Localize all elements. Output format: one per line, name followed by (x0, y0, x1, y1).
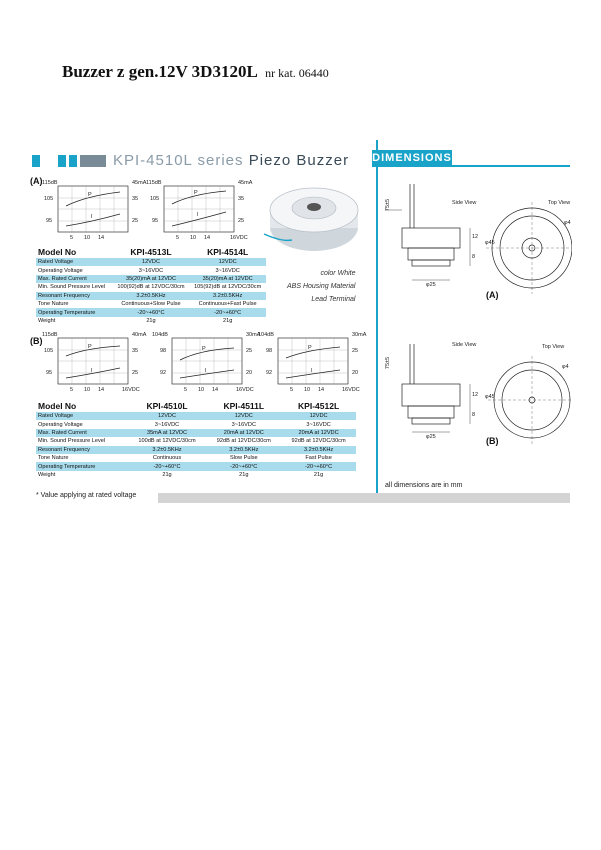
table-header-cell: KPI-4514L (207, 247, 249, 257)
x-tick: 10 (190, 235, 197, 241)
table-cell: Weight (38, 317, 56, 324)
table-row (36, 437, 356, 445)
table-cell: -20~+60°C (206, 462, 281, 470)
header-bar-icon (80, 155, 106, 167)
x-tick: 14 (212, 387, 219, 393)
table-cell: Weight (38, 471, 56, 478)
x-tick: 5 (70, 235, 74, 241)
table-row (36, 471, 356, 479)
spec-table-a (36, 246, 266, 325)
table-cell: Tone Nature (38, 301, 69, 308)
table-cell: -20~+60°C (113, 308, 190, 316)
footer-bar (158, 493, 570, 503)
caption-terminal: Lead Terminal (311, 296, 356, 303)
x-tick: 14 (204, 235, 211, 241)
product-captions (287, 267, 355, 306)
x-tick: 10 (84, 387, 91, 393)
i-curve-label: I (205, 368, 207, 374)
table-cell: 100(92)dB at 12VDC/30cm (117, 284, 185, 291)
y-left-tick: 98 (160, 348, 167, 354)
table-row (36, 308, 266, 316)
y-top-label: 104dB (152, 332, 168, 338)
side-view-label: Side View (452, 200, 477, 206)
i-curve-label: I (311, 368, 313, 374)
table-cell: Operating Temperature (36, 462, 128, 470)
hole-label: φ4 (564, 220, 571, 226)
y-right-tick: 35 (132, 348, 139, 354)
table-cell: 3~16VDC (154, 421, 180, 428)
x-unit: 16VDC (342, 387, 360, 393)
p-curve-label: P (202, 346, 206, 352)
x-unit: 16VDC (122, 387, 140, 393)
table-cell: 35mA at 12VDC (128, 429, 207, 437)
y-right-top-label: 45mA (132, 180, 147, 186)
top-view-label: Top View (548, 200, 571, 206)
side-view-label: Side View (452, 342, 477, 348)
table-row (36, 462, 356, 470)
y-left-tick: 95 (152, 218, 159, 224)
dim-12-label: 12 (472, 234, 479, 240)
catalog-number: nr kat. 06440 (265, 66, 329, 80)
table-cell: -20~+60°C (281, 462, 356, 470)
p-curve-label: P (194, 190, 198, 196)
table-header-cell: Model No (38, 401, 77, 411)
p-curve-label: P (88, 192, 92, 198)
y-right-tick: 25 (352, 348, 359, 354)
title-main: Buzzer z gen.12V 3D3120L (62, 62, 257, 81)
table-cell: 92dB at 12VDC/30cm (216, 438, 271, 445)
table-cell: 3~16VDC (138, 267, 164, 274)
p-curve-label: P (308, 345, 312, 351)
table-cell: 3~16VDC (215, 267, 240, 274)
table-cell: 12VDC (281, 412, 356, 420)
graph-a-right (142, 178, 267, 248)
table-header-cell: KPI-4513L (130, 247, 172, 257)
top-view-label: Top View (542, 344, 565, 350)
y-left-tick: 105 (150, 196, 160, 202)
series-name: KPI-4510L series (113, 152, 244, 169)
y-right-tick: 25 (238, 218, 245, 224)
dim-8-label: 8 (472, 254, 476, 260)
caption-material: ABS Housing Material (287, 283, 356, 290)
header-square-icon (69, 155, 77, 167)
table-header-cell: KPI-4512L (298, 401, 340, 411)
hole-label: φ4 (562, 364, 569, 370)
section-b-label: (B) (30, 336, 43, 346)
table-cell: 21g (239, 471, 249, 478)
dimension-drawing-a-lines (382, 180, 572, 305)
dim-12-label: 12 (472, 392, 479, 398)
table-cell: Min. Sound Pressure Level (38, 438, 106, 445)
table-row (36, 266, 266, 274)
dimension-drawing-b (382, 340, 572, 460)
table-cell: 35(20)mA at 12VDC (189, 275, 266, 283)
table-row (36, 412, 356, 420)
graph-a-left (36, 178, 159, 248)
table-cell: 21g (222, 317, 233, 324)
table-cell: Rated Voltage (36, 258, 113, 266)
table-row (36, 258, 266, 266)
y-left-tick: 92 (266, 370, 273, 376)
table-cell: 92dB at 12VDC/30cm (291, 438, 346, 445)
table-cell: Tone Nature (38, 455, 69, 462)
y-right-tick: 20 (352, 370, 359, 376)
table-row (36, 275, 266, 283)
x-tick: 5 (290, 387, 294, 393)
table-cell: Operating Voltage (38, 421, 83, 428)
y-right-tick: 35 (132, 196, 139, 202)
table-header-cell: KPI-4510L (146, 401, 188, 411)
table-cell: Operating Voltage (38, 267, 83, 274)
x-tick: 14 (98, 235, 105, 241)
diameter-25-label: φ25 (426, 282, 436, 288)
y-left-tick: 95 (46, 218, 53, 224)
y-right-tick: 20 (246, 370, 253, 376)
i-curve-label: I (91, 368, 93, 374)
y-top-label: 115dB (42, 332, 58, 338)
y-right-tick: 25 (132, 370, 139, 376)
table-cell: 100dB at 12VDC/30cm (138, 438, 196, 445)
table-cell: Resonant Frequency (36, 292, 113, 300)
p-curve-label: P (88, 344, 92, 350)
x-tick: 5 (176, 235, 180, 241)
drawing-a-label: (A) (486, 290, 499, 300)
table-cell: Slow Pulse (229, 455, 258, 462)
x-tick: 5 (184, 387, 188, 393)
dimensions-tab: DIMENSIONS (372, 150, 452, 167)
y-right-top-label: 30mA (352, 332, 367, 338)
dimension-drawing-b-lines (382, 340, 572, 460)
y-left-tick: 92 (160, 370, 167, 376)
y-top-label: 115dB (146, 180, 162, 186)
table-header-row (36, 400, 356, 412)
x-tick: 10 (198, 387, 205, 393)
table-cell: 3~16VDC (231, 421, 256, 428)
y-left-tick: 105 (44, 196, 54, 202)
y-top-label: 115dB (42, 180, 58, 186)
y-top-label: 104dB (258, 332, 274, 338)
header-square-icon (32, 155, 40, 167)
dimension-drawing-a (382, 180, 572, 305)
table-row (36, 317, 266, 325)
y-right-top-label: 30mA (246, 332, 261, 338)
table-cell: 20mA at 12VDC (206, 429, 281, 437)
table-row (36, 283, 266, 291)
table-cell: 3.2±0.5KHz (281, 446, 356, 454)
table-cell: 3~16VDC (306, 421, 331, 428)
table-header-row (36, 246, 266, 258)
lead-length-label: 75±5 (385, 356, 392, 370)
y-right-top-label: 40mA (132, 332, 147, 338)
graph-b-2 (150, 330, 273, 400)
y-right-tick: 25 (132, 218, 139, 224)
y-right-tick: 35 (238, 196, 245, 202)
i-curve-label: I (197, 212, 199, 218)
product-name: Piezo Buzzer (248, 152, 350, 169)
table-cell: 3.2±0.5KHz (206, 446, 281, 454)
diameter-25-label: φ25 (426, 434, 436, 440)
x-unit: 16VDC (230, 235, 248, 241)
graph-b-3 (256, 330, 376, 400)
diameter-45-label: φ45 (485, 394, 495, 400)
table-row (36, 454, 356, 462)
table-cell: Min. Sound Pressure Level (38, 284, 106, 291)
table-cell: Fast Pulse (305, 455, 332, 462)
y-right-top-label: 45mA (238, 180, 253, 186)
footnote: * Value applying at rated voltage (36, 492, 137, 499)
table-cell: -20~+60°C (189, 308, 266, 316)
table-cell: Max. Rated Current (36, 275, 113, 283)
table-cell: 21g (162, 471, 172, 478)
table-cell: Rated Voltage (36, 412, 128, 420)
table-row (36, 429, 356, 437)
table-row (36, 292, 266, 300)
all-dimensions-note: all dimensions are in mm (385, 482, 463, 489)
divider-line (376, 140, 378, 500)
table-cell: Operating Temperature (36, 308, 113, 316)
caption-color: color White (320, 270, 356, 277)
table-cell: 12VDC (113, 258, 190, 266)
table-cell: 3.2±0.5KHz (128, 446, 207, 454)
y-right-tick: 25 (246, 348, 253, 354)
table-row (36, 420, 356, 428)
header-square-icon (58, 155, 66, 167)
table-cell: Continuous (152, 455, 182, 462)
table-header-cell: KPI-4511L (223, 401, 265, 411)
document-title (62, 62, 329, 82)
graph-a-left-plot (36, 178, 159, 248)
table-cell: 105(92)dB at 12VDC/30cm (194, 284, 262, 291)
table-row (36, 446, 356, 454)
x-unit: 16VDC (236, 387, 254, 393)
table-cell: Resonant Frequency (36, 446, 128, 454)
table-cell: 21g (313, 471, 324, 478)
table-row (36, 300, 266, 308)
y-left-tick: 105 (44, 348, 54, 354)
table-cell: 12VDC (189, 258, 266, 266)
table-cell: Continuous+Fast Pulse (198, 301, 257, 308)
dim-8-label: 8 (472, 412, 476, 418)
table-cell: 12VDC (206, 412, 281, 420)
table-cell: Continuous+Slow Pulse (121, 301, 181, 308)
x-tick: 5 (70, 387, 74, 393)
table-header-cell: Model No (38, 247, 77, 257)
series-title (113, 152, 349, 169)
table-cell: -20~+60°C (128, 462, 207, 470)
diameter-45-label: φ45 (485, 240, 495, 246)
table-cell: 35(20)mA at 12VDC (113, 275, 190, 283)
i-curve-label: I (91, 214, 93, 220)
y-left-tick: 98 (266, 348, 273, 354)
table-cell: 3.2±0.5KHz (113, 292, 190, 300)
buzzer-product-image (262, 182, 362, 262)
series-header (30, 150, 570, 172)
table-cell: 21g (146, 317, 156, 324)
x-tick: 14 (318, 387, 325, 393)
section-a-label: (A) (30, 176, 43, 186)
table-cell: 12VDC (128, 412, 207, 420)
x-tick: 10 (84, 235, 91, 241)
lead-length-label: 75±5 (385, 198, 392, 212)
y-left-tick: 95 (46, 370, 53, 376)
table-cell: 20mA at 12VDC (281, 429, 356, 437)
dimensions-underline (452, 165, 570, 167)
spec-table-b (36, 400, 356, 479)
drawing-b-label: (B) (486, 436, 499, 446)
x-tick: 14 (98, 387, 105, 393)
table-cell: 3.2±0.5KHz (189, 292, 266, 300)
table-cell: Max. Rated Current (36, 429, 128, 437)
graph-b-1 (36, 330, 156, 400)
x-tick: 10 (304, 387, 311, 393)
